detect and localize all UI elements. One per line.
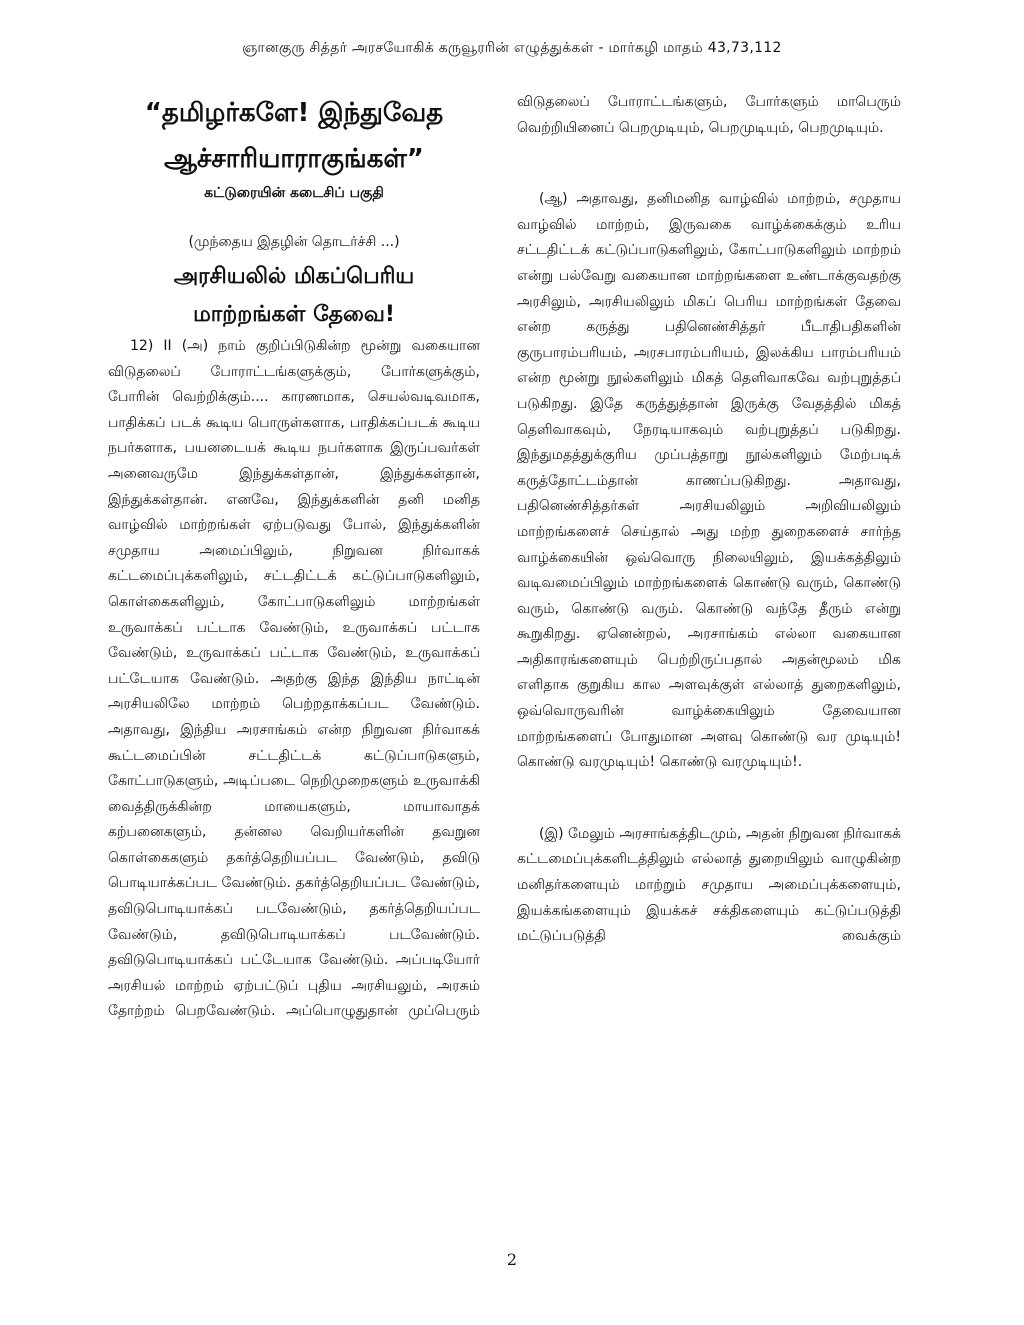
paragraph-aa: (ஆ) அதாவது, தனிமனித வாழ்வில் மாற்றம், சமுதாய வாழ்வில் மாற்றம், இருவகை வாழ்க்கைக்கும் உரிய சட்டதிட்டக் கட்டுப்பாடுகளிலும், கோட்பாடுகளிலும் மாற்றம் என்று பல்வேறு வகையான மாற்றங்களை உண்டாக்குவதற்கு அரசிலும், அரசியலிலும் மிகப் பெரிய மாற்றங்கள் தேவை என்ற கருத்து பதினெண்சித்தர் பீடாதிபதிகளின் குருபாரம்பரியம், அரசபாரம்பரியம், இலக்கிய பாரம்பரியம் என்ற மூன்று நூல்களிலும் மிகத் தெளிவாகவே வற்புறுத்தப் படுகிறது. இதே கருத்துத்தான் இருக்கு வேதத்தில் மிகத் தெளிவாகவும், நேரடியாகவும் வற்புறுத்தப் படுகிறது. இந்துமதத்துக்குரிய முப்பத்தாறு நூல்களிலும் மேற்படிக் கருத்தோட்டம்தான் காணப்படுகிறது. அதாவது, பதினெண்சித்தர்கள் அரசியலிலும் அறிவியலிலும் மாற்றங்களைச் செய்தால் அது மற்ற துறைகளைச் சார்ந்த வாழ்க்கையின் ஒவ்வொரு நிலையிலும், இயக்கத்திலும் வடிவமைப்பிலும் மாற்றங்களைக் கொண்டு வரும், கொண்டு வரும், கொண்டு வரும். கொண்டு வந்தே தீரும் என்று கூறுகிறது. ஏனென்றல், அரசாங்கம் எல்லா வகையான அதிகாரங்களையும் பெற்றிருப்பதால் அதன்மூலம் மிக எளிதாக குறுகிய கால அளவுக்குள் எல்லாத் துறைகளிலும், ஒவ்வொருவரின் வாழ்க்கையிலும் தேவையான மாற்றங்களைப் போதுமான அளவு கொண்டு வர முடியும்! கொண்டு வரமுடியும்! கொண்டு வரமுடியும்!. [517, 191, 901, 771]
article-title-line1: “தமிழர்களே! இந்துவேத [144, 98, 444, 128]
paragraph-continued: விடுதலைப் போராட்டங்களும், போர்களும் மாபெரும் வெற்றியினைப் பெறமுடியும், பெறமுடியும், பெறமுடியும். [517, 94, 901, 136]
continuation-note: (முந்தைய இதழின் தொடர்ச்சி ...) [188, 234, 400, 250]
running-header: ஞானகுரு சித்தர் அரசயோகிக் கருவூரரின் எழுத்துக்கள் - மார்கழி மாதம் 43,73,112 [242, 40, 782, 56]
article-subtitle: கட்டுரையின் கடைசிப் பகுதி [204, 185, 384, 201]
page-number: 2 [506, 1250, 518, 1269]
section-heading-line2: மாற்றங்கள் தேவை! [193, 302, 395, 327]
paragraph-i: (இ) மேலும் அரசாங்கத்திடமும், அதன் நிறுவன நிர்வாகக் கட்டமைப்புக்களிடத்திலும் எல்லாத் துறையிலும் வாழுகின்ற மனிதர்களையும் மாற்றும் சமுதாய அமைப்புக்களையும், இயக்கங்களையும் இயக்கச் சக்திகளையும் கட்டுப்படுத்தி மட்டுப்படுத்தி வைக்கும் [517, 825, 901, 945]
paragraph-12: 12) II (அ) நாம் குறிப்பிடுகின்ற மூன்று வகையான விடுதலைப் போராட்டங்களுக்கும், போர்களுக்கும், போரின் வெற்றிக்கும்.... காரணமாக, செயல்வடிவமாக, பாதிக்கப் படக் கூடிய பொருள்களாக, பாதிக்கப்படக் கூடிய நபர்களாக, பயனடையக் கூடிய நபர்களாக இருப்பவர்கள் அனைவருமே இந்துக்கள்தான், இந்துக்கள்தான், இந்துக்கள்தான். எனவே, இந்துக்களின் தனி மனித வாழ்வில் மாற்றங்கள் ஏற்படுவது போல், இந்துக்களின் சமுதாய அமைப்பிலும், நிறுவன நிர்வாகக் கட்டமைப்புக்களிலும், சட்டதிட்டக் கட்டுப்பாடுகளிலும், கொள்கைகளிலும், கோட்பாடுகளிலும் மாற்றங்கள் உருவாக்கப் பட்டாக வேண்டும், உருவாக்கப் பட்டாக வேண்டும், உருவாக்கப் பட்டாக வேண்டும், உருவாக்கப் பட்டேயாக வேண்டும். அதற்கு இந்த இந்திய நாட்டின் அரசியலிலே மாற்றம் பெற்றதாக்கப்பட வேண்டும். அதாவது, இந்திய அரசாங்கம் என்ற நிறுவன நிர்வாகக் கூட்டமைப்பின் சட்டதிட்டக் கட்டுப்பாடுகளும், கோட்பாடுகளும், அடிப்படை நெறிமுறைகளும் உருவாக்கி வைத்திருக்கின்ற மாயைகளும், மாயாவாதக் கற்பனைகளும், தன்னல வெறியர்களின் தவறுன கொள்கைகளும் தகர்த்தெறியப்பட வேண்டும், தவிடு பொடியாக்கப்பட வேண்டும். தகர்த்தெறியப்பட வேண்டும், தவிடுபொடியாக்கப் படவேண்டும், தகர்த்தெறியப்பட வேண்டும், தவிடுபொடியாக்கப் படவேண்டும். தவிடுபொடியாக்கப் பட்டேயாக வேண்டும். அப்படியோர் அரசியல் மாற்றம் ஏற்பட்டுப் புதிய அரசியலும், அரசும் தோற்றம் பெறவேண்டும். அப்பொழுதுதான் முப்பெரும் [108, 338, 480, 1020]
right-column [517, 90, 901, 950]
left-column [108, 90, 480, 1025]
section-heading-line1: அரசியலில் மிகப்பெரிய [173, 264, 415, 289]
article-title-line2: ஆச்சாரியாராகுங்கள்” [164, 144, 424, 174]
